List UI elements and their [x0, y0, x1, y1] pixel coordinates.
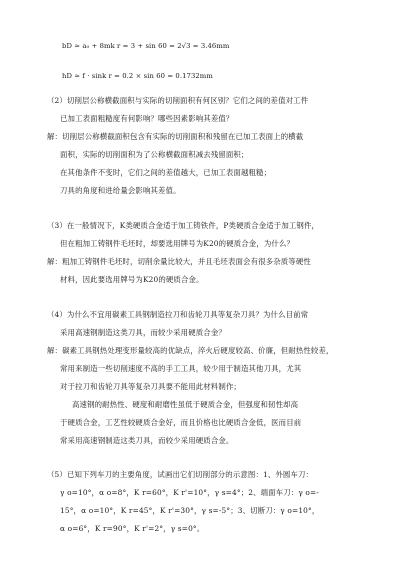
answer-text: 常用来制造一些切削速度不高的手工工具，较少用于制造其他刀具，尤其: [60, 364, 302, 373]
formula-bd: bD ≈ a₀ + 8mk r = 3 + sin 60 = 2√3 = 3.46mm: [62, 42, 230, 50]
answer-text: 解：碳素工具钢热处理变形量较高的优缺点，淬火后硬度较高、价廉，但耐热性较差，: [47, 346, 334, 355]
question-text: （4）为什么不宜用碳素工具钢制造拉刀和齿轮刀具等复杂刀具？为什么目前常: [47, 310, 309, 319]
question-text: α o=6°，K r=90°，K r'=2°，γ s=0°。: [60, 524, 205, 533]
question-text: 采用高速钢制造这类刀具，而较少采用硬质合金？: [60, 328, 226, 337]
answer-text: 材料，因此要选用牌号为K20的硬质合金。: [60, 275, 204, 284]
answer-text: 刀具的角度和进给量会影响其差值。: [60, 186, 181, 195]
formula-hd: hD ≈ f · sink r = 0.2 × sin 60 = 0.1732mm: [62, 72, 213, 80]
question-text: γ o=10°，α o=8°，K r=60°，K r'=10°，γ s=4°；2、端面车刀：γ o=-: [60, 488, 320, 497]
question-text: 15°，α o=10°，K r=45°，K r'=30°，γ s=-5°；3、切断刀：γ o=10°，: [60, 506, 320, 515]
answer-text: 对于拉刀和齿轮刀具等复杂刀具要不能用此材料制作；: [60, 382, 241, 391]
question-text: 但在粗加工铸钢件毛坯时，却要选用牌号为K20的硬质合金，为什么？: [60, 239, 295, 248]
question-text: 已加工表面粗糙度有何影响？哪些因素影响其差值？: [60, 114, 234, 123]
answer-text: 面积，实际的切削面积为了公称横截面积减去残留面积；: [60, 150, 249, 159]
question-text: （2）切削层公称横截面积与实际的切削面积有何区别？它们之间的差值对工件: [47, 96, 309, 105]
answer-text: 解：切削层公称横截面积包含有实际的切削面积和残留在已加工表面上的横截: [47, 132, 304, 141]
question-text: （3）在一般情况下，K类硬质合金适于加工铸铁件，P类硬质合金适于加工钢件，: [47, 221, 320, 230]
answer-text: 于硬质合金，工艺性较硬质合金好，而且价格也比硬质合金低，医而目前: [60, 418, 302, 427]
answer-text: 高速钢的耐热性、硬度和耐磨性虽低于硬质合金，但强度和韧性却高: [72, 400, 299, 409]
answer-text: 常采用高速钢制造这类刀具，而较少采用硬质合金。: [60, 436, 234, 445]
question-text: （5）已知下列车刀的主要角度，试画出它们切削部分的示意图：1、外圆车刀：: [47, 470, 314, 479]
answer-text: 在其他条件不变时，它们之间的差值越大，已加工表面越粗糙；: [60, 168, 272, 177]
answer-text: 解：粗加工铸钢件毛坯时，切削余量比较大，并且毛坯表面会有很多杂质等硬性: [47, 257, 311, 266]
